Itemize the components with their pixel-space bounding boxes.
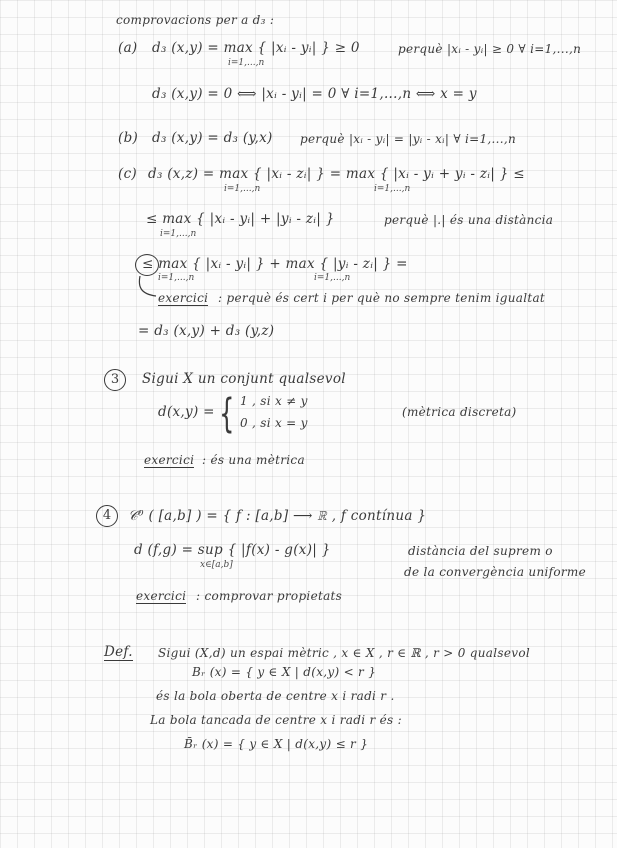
exercise-label-3: exercici <box>136 589 187 603</box>
exercise-text-2: : és una mètrica <box>202 453 305 467</box>
definition-line-3: és la bola oberta de centre x i radi r . <box>156 689 395 703</box>
item-c-subscript-2: i=1,...,n <box>374 184 411 194</box>
item-a-reason: perquè |xᵢ - yᵢ| ≥ 0 ∀ i=1,...,n <box>398 42 582 56</box>
item-c-result: = d₃ (x,y) + d₃ (y,z) <box>138 323 275 339</box>
item-c-step-2: ≤ max { |xᵢ - yᵢ| + |yᵢ - zᵢ| } <box>146 211 335 227</box>
item-a-formula: d₃ (x,y) = max { |xᵢ - yᵢ| } ≥ 0 <box>152 40 360 56</box>
item-a-subscript: i=1,...,n <box>228 58 265 68</box>
item-c-step-3-subscript-2: i=1,...,n <box>314 273 351 283</box>
section-4-note-1: distància del suprem o <box>408 544 553 558</box>
exercise-label-2: exercici <box>144 453 195 467</box>
section-3-number: 3 <box>104 369 126 391</box>
section-4-note-2: de la convergència uniforme <box>404 565 587 579</box>
item-c-formula: d₃ (x,z) = max { |xᵢ - zᵢ| } = max { |xᵢ - yᵢ + yᵢ - zᵢ| } ≤ <box>148 166 525 182</box>
section-4-distance-subscript: x∈[a,b] <box>200 560 233 570</box>
definition-label: Def. <box>104 644 133 660</box>
definition-closed-ball: B̄ᵣ (x) = { y ∈ X | d(x,y) ≤ r } <box>184 737 369 751</box>
section-3-note: (mètrica discreta) <box>402 405 517 419</box>
item-b-reason: perquè |xᵢ - yᵢ| = |yᵢ - xᵢ| ∀ i=1,...,n <box>300 132 517 146</box>
exercise-text-1: : perquè és cert i per què no sempre tenim igualtat <box>218 291 546 305</box>
section-4-title: 𝒞⁰ ( [a,b] ) = { f : [a,b] ⟶ ℝ , f contínua } <box>128 508 427 524</box>
item-c-step-2-reason: perquè |.| és una distància <box>384 213 554 227</box>
exercise-text-3: : comprovar propietats <box>196 589 343 603</box>
item-b-formula: d₃ (x,y) = d₃ (y,x) <box>152 130 273 146</box>
section-3-metric-lhs: d(x,y) = <box>158 404 215 420</box>
section-4-distance: d (f,g) = sup { |f(x) - g(x)| } <box>134 542 331 558</box>
item-a-zero-condition: d₃ (x,y) = 0 ⟺ |xᵢ - yᵢ| = 0 ∀ i=1,...,n ⟺ x = y <box>152 86 477 102</box>
definition-line-4: La bola tancada de centre x i radi r és : <box>150 713 402 727</box>
item-c-step-2-subscript: i=1,...,n <box>160 229 197 239</box>
definition-open-ball: Bᵣ (x) = { y ∈ X | d(x,y) < r } <box>192 665 377 679</box>
definition-line-1: Sigui (X,d) un espai mètric , x ∈ X , r ∈ ℝ , r > 0 qualsevol <box>158 646 531 660</box>
exercise-label-1: exercici <box>158 291 209 305</box>
item-b-label: (b) <box>118 130 139 146</box>
section-3-title: Sigui X un conjunt qualsevol <box>142 371 346 387</box>
section-3-case-2: 0 , si x = y <box>240 416 308 430</box>
item-a-label: (a) <box>118 40 138 56</box>
section-4-number: 4 <box>96 505 118 527</box>
item-c-step-3: ≤ max { |xᵢ - yᵢ| } + max { |yᵢ - zᵢ| } = <box>142 256 408 272</box>
item-c-step-3-subscript-1: i=1,...,n <box>158 273 195 283</box>
section-3-case-1: 1 , si x ≠ y <box>240 394 308 408</box>
item-c-label: (c) <box>118 166 137 182</box>
left-brace: { <box>219 391 235 437</box>
item-c-subscript-1: i=1,...,n <box>224 184 261 194</box>
heading-comprovacions: comprovacions per a d₃ : <box>116 13 275 27</box>
